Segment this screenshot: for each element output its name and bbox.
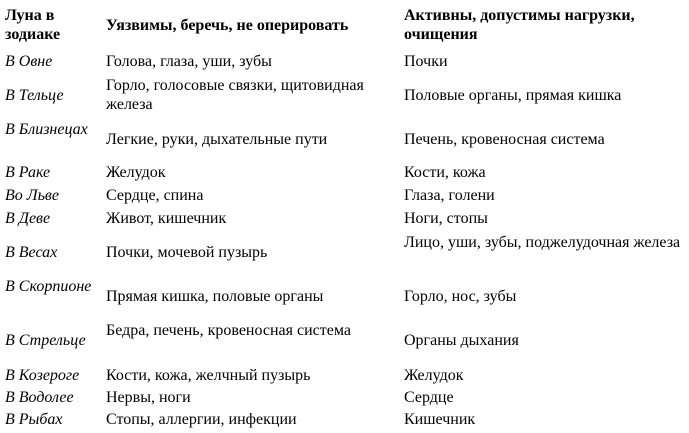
vulnerable-organs-cell: Живот, кишечник (106, 210, 227, 227)
vulnerable-organs-cell: Голова, глаза, уши, зубы (106, 53, 272, 70)
active-organs-cell: Почки (404, 53, 448, 70)
zodiac-sign-cell: Во Льве (5, 187, 59, 204)
zodiac-sign-cell: В Тельце (5, 87, 64, 104)
vulnerable-organs-cell: Кости, кожа, желчный пузырь (106, 367, 311, 384)
vulnerable-organs-cell: Стопы, аллергии, инфекции (106, 411, 297, 428)
header-active: Активны, допустимы нагрузки, очищения (404, 7, 635, 43)
zodiac-sign-cell: В Раке (5, 164, 51, 181)
active-organs-cell: Ноги, стопы (404, 210, 488, 227)
vulnerable-organs-cell: Горло, голосовые связки, щитовидная железа (106, 77, 364, 113)
active-organs-cell: Сердце (404, 389, 454, 406)
active-organs-cell: Печень, кровеносная система (404, 131, 605, 148)
zodiac-sign-cell: В Козероге (5, 367, 80, 384)
zodiac-sign-cell: В Весах (5, 244, 58, 261)
active-organs-cell: Кости, кожа (404, 164, 486, 181)
zodiac-sign-cell: В Близнецах (5, 121, 88, 138)
vulnerable-organs-cell: Почки, мочевой пузырь (106, 244, 268, 261)
active-organs-cell: Горло, нос, зубы (404, 288, 517, 305)
zodiac-sign-cell: В Деве (5, 210, 51, 227)
zodiac-sign-cell: В Стрельце (5, 332, 86, 349)
zodiac-sign-cell: В Овне (5, 53, 53, 70)
header-vulnerable: Уязвимы, беречь, не оперировать (106, 17, 349, 34)
header-moon-in-zodiac: Луна в зодиаке (5, 7, 61, 43)
vulnerable-organs-cell: Нервы, ноги (106, 389, 191, 406)
active-organs-cell: Кишечник (404, 411, 476, 428)
vulnerable-organs-cell: Желудок (106, 164, 166, 181)
vulnerable-organs-cell: Прямая кишка, половые органы (106, 288, 324, 305)
zodiac-sign-cell: В Скорпионе (5, 278, 92, 295)
zodiac-sign-cell: В Водолее (5, 389, 74, 406)
active-organs-cell: Органы дыхания (404, 332, 519, 349)
vulnerable-organs-cell: Легкие, руки, дыхательные пути (106, 131, 328, 148)
active-organs-cell: Желудок (404, 367, 464, 384)
active-organs-cell: Половые органы, прямая кишка (404, 87, 622, 104)
vulnerable-organs-cell: Сердце, спина (106, 187, 204, 204)
vulnerable-organs-cell: Бедра, печень, кровеносная система (106, 322, 351, 339)
zodiac-sign-cell: В Рыбах (5, 411, 63, 428)
active-organs-cell: Лицо, уши, зубы, поджелудочная железа (404, 234, 681, 251)
active-organs-cell: Глаза, голени (404, 187, 495, 204)
